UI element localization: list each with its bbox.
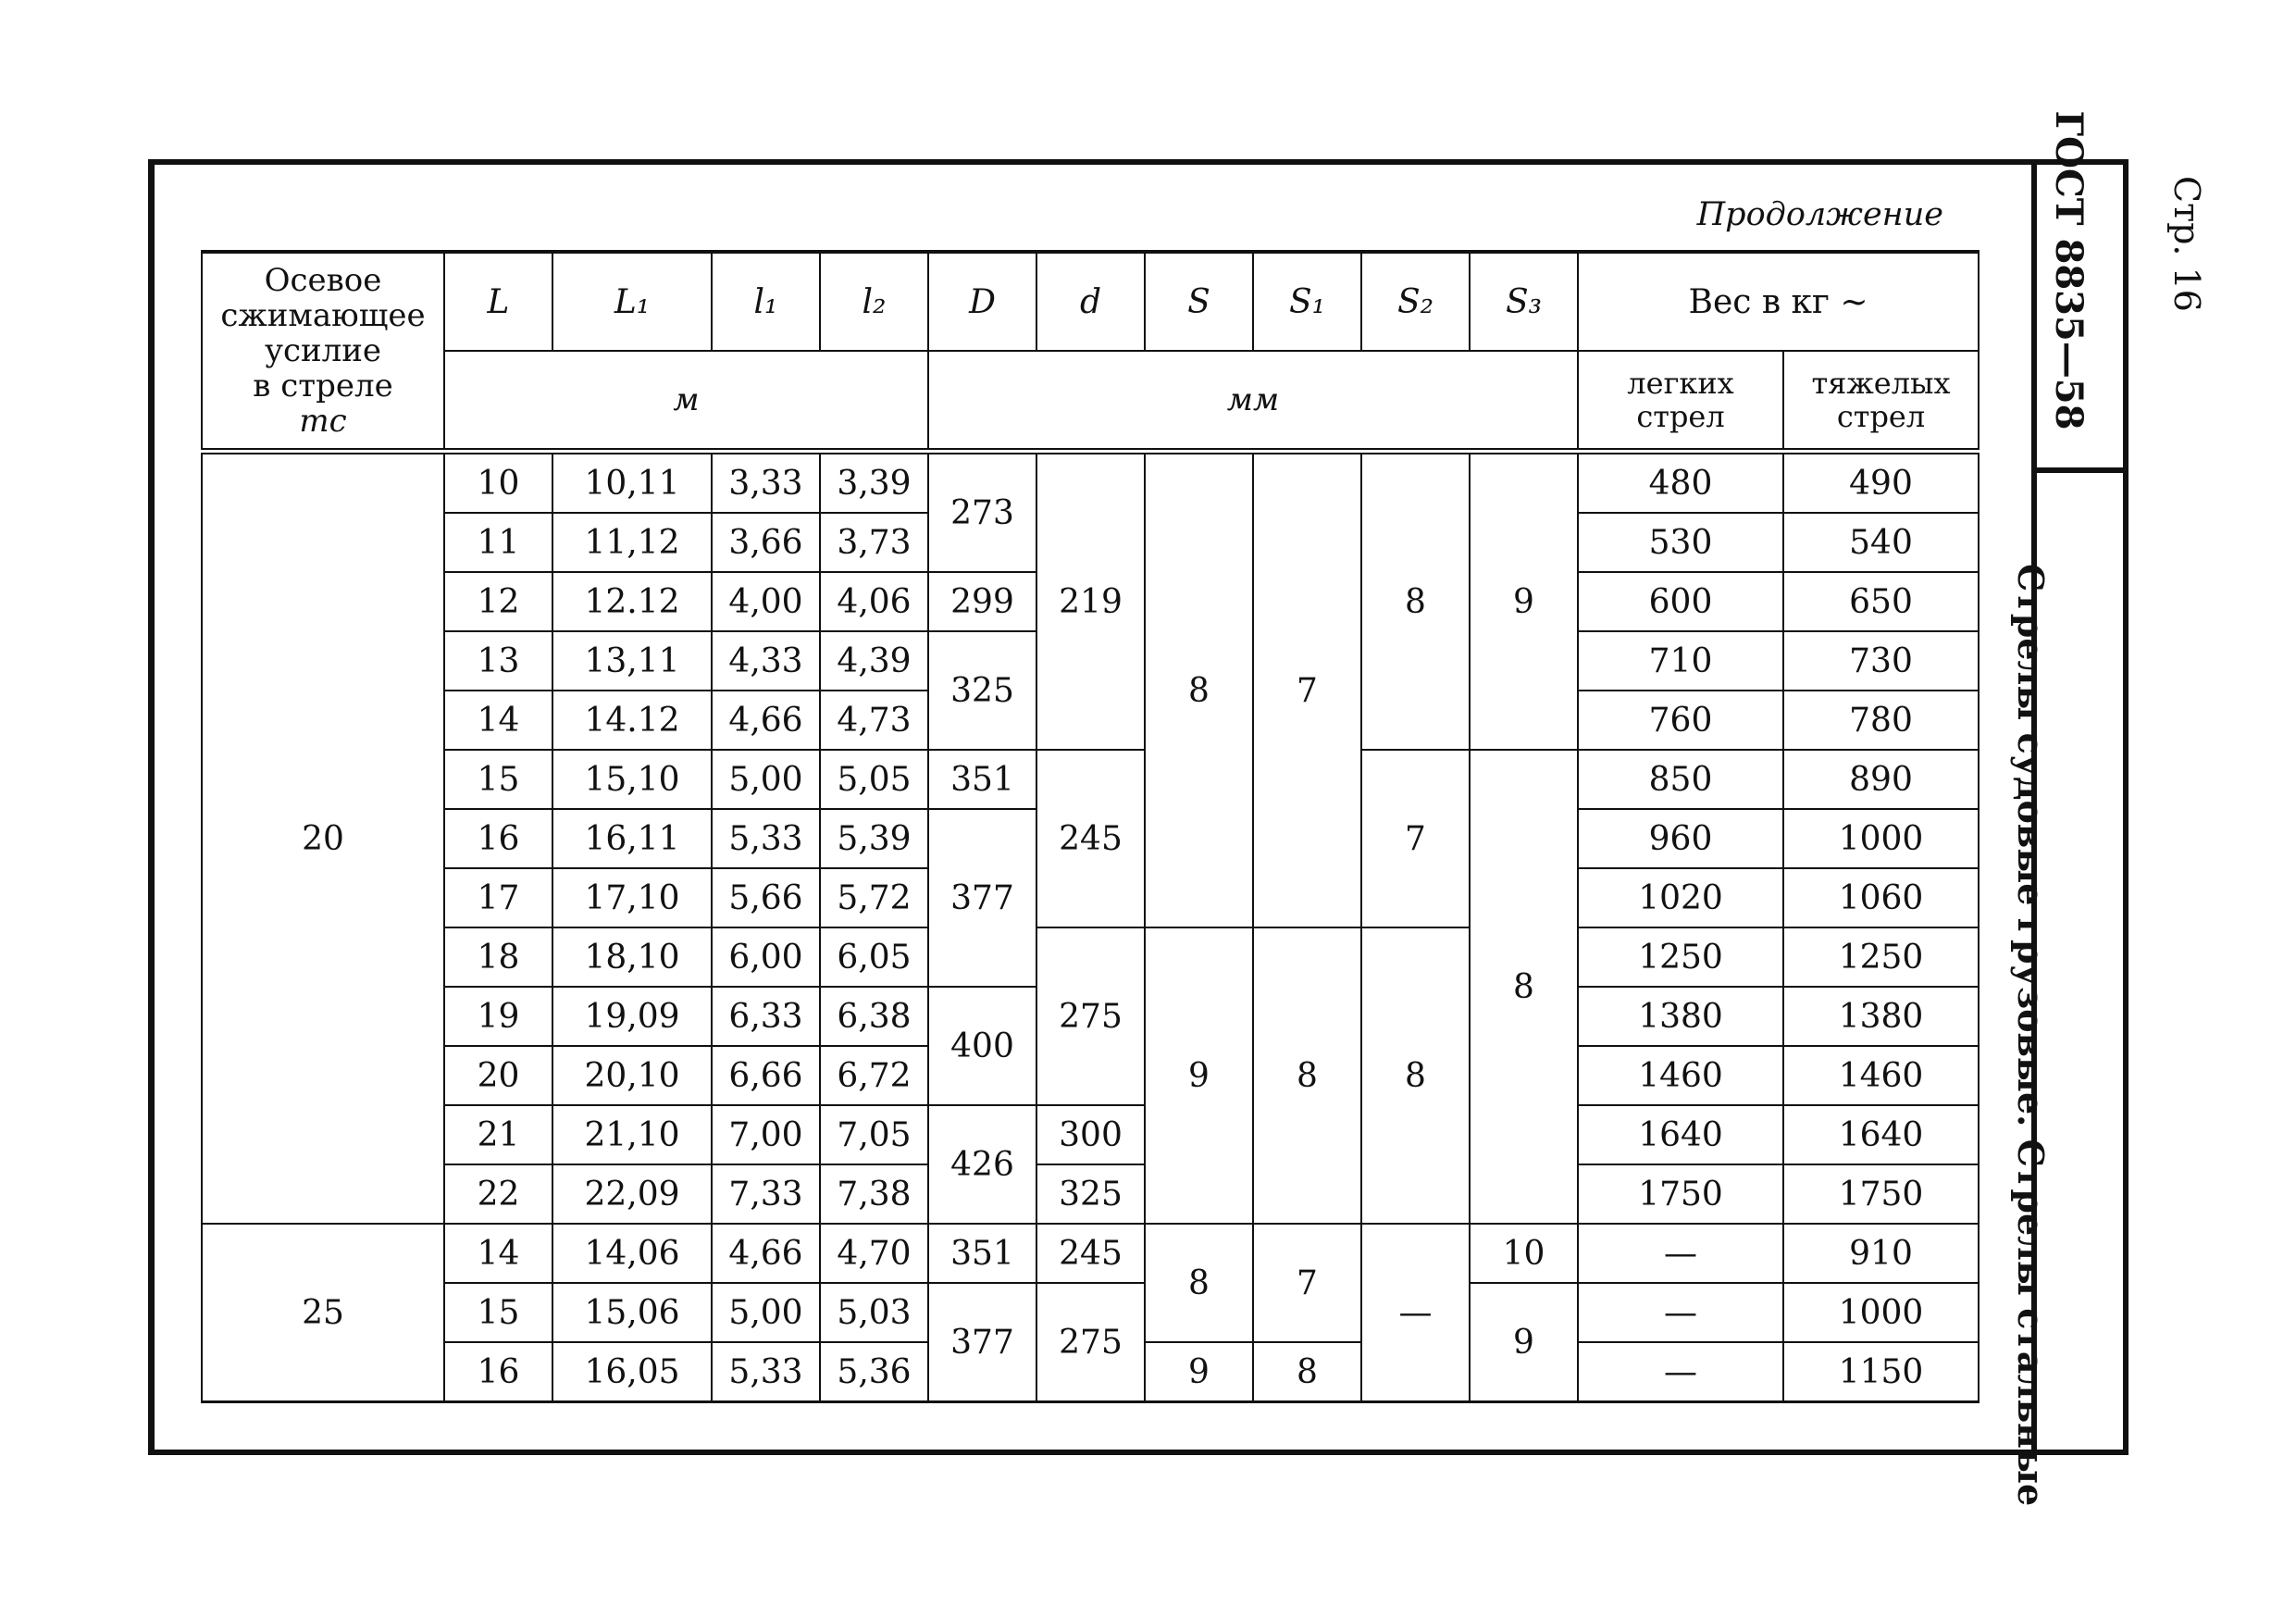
header-d: d — [1036, 252, 1145, 351]
cell-l2: 6,38 — [820, 987, 928, 1046]
cell-heavy: 910 — [1783, 1224, 1979, 1283]
cell-l1: 7,33 — [712, 1164, 820, 1224]
cell-S3: 9 — [1470, 452, 1578, 751]
cell-L1: 15,10 — [552, 750, 712, 809]
cell-L1: 10,11 — [552, 452, 712, 514]
cell-heavy: 650 — [1783, 572, 1979, 631]
cell-heavy: 730 — [1783, 631, 1979, 691]
cell-D: 400 — [928, 987, 1036, 1105]
cell-force: 25 — [202, 1224, 444, 1402]
cell-l1: 3,66 — [712, 513, 820, 572]
header-D: D — [928, 252, 1036, 351]
cell-heavy: 1460 — [1783, 1046, 1979, 1105]
page-number: Стр. 16 — [2166, 176, 2207, 312]
cell-heavy: 1150 — [1783, 1342, 1979, 1402]
cell-L1: 19,09 — [552, 987, 712, 1046]
cell-l2: 4,73 — [820, 691, 928, 750]
continuation-label: Продолжение — [1696, 196, 1943, 233]
cell-light: 710 — [1578, 631, 1783, 691]
cell-l2: 4,70 — [820, 1224, 928, 1283]
cell-D: 351 — [928, 1224, 1036, 1283]
cell-light: 600 — [1578, 572, 1783, 631]
cell-heavy: 1060 — [1783, 868, 1979, 927]
cell-S3: 8 — [1470, 750, 1578, 1224]
cell-l1: 5,00 — [712, 750, 820, 809]
cell-light: 1640 — [1578, 1105, 1783, 1164]
cell-l2: 5,36 — [820, 1342, 928, 1402]
cell-S2: — — [1361, 1224, 1470, 1402]
cell-light: 1250 — [1578, 927, 1783, 987]
cell-light: 1460 — [1578, 1046, 1783, 1105]
cell-S1: 8 — [1253, 927, 1361, 1224]
cell-force: 20 — [202, 452, 444, 1225]
cell-l2: 5,05 — [820, 750, 928, 809]
cell-l1: 4,33 — [712, 631, 820, 691]
header-L: L — [444, 252, 552, 351]
cell-L: 16 — [444, 809, 552, 868]
header-heavy-booms — [1783, 351, 1979, 452]
cell-S: 8 — [1145, 1224, 1253, 1342]
cell-L1: 20,10 — [552, 1046, 712, 1105]
cell-L: 20 — [444, 1046, 552, 1105]
table-row — [202, 1283, 1979, 1342]
cell-l2: 7,05 — [820, 1105, 928, 1164]
cell-L: 16 — [444, 1342, 552, 1402]
cell-L1: 13,11 — [552, 631, 712, 691]
cell-l1: 5,33 — [712, 809, 820, 868]
specification-table — [201, 250, 1980, 1403]
cell-d: 245 — [1036, 1224, 1145, 1283]
cell-L1: 14,06 — [552, 1224, 712, 1283]
cell-light: 1380 — [1578, 987, 1783, 1046]
cell-D: 299 — [928, 572, 1036, 631]
cell-l1: 6,00 — [712, 927, 820, 987]
cell-L: 10 — [444, 452, 552, 514]
header-axial-unit: тс — [299, 403, 347, 440]
cell-L1: 12.12 — [552, 572, 712, 631]
cell-heavy: 1000 — [1783, 1283, 1979, 1342]
cell-light: — — [1578, 1342, 1783, 1402]
cell-l1: 5,66 — [712, 868, 820, 927]
cell-S: 8 — [1145, 452, 1253, 928]
cell-l1: 7,00 — [712, 1105, 820, 1164]
header-light-booms — [1578, 351, 1783, 452]
header-heavy-line: стрел — [1836, 399, 1926, 434]
cell-D: 377 — [928, 1283, 1036, 1402]
header-weight: Вес в кг ~ — [1578, 252, 1979, 351]
cell-l2: 5,39 — [820, 809, 928, 868]
cell-L: 15 — [444, 750, 552, 809]
header-unit-m: м — [444, 351, 928, 452]
cell-l1: 6,66 — [712, 1046, 820, 1105]
cell-heavy: 1750 — [1783, 1164, 1979, 1224]
header-l2: l₂ — [820, 252, 928, 351]
header-axial-line: в стреле — [253, 367, 393, 404]
table-row — [202, 452, 1979, 514]
cell-S2: 8 — [1361, 452, 1470, 751]
cell-S3: 10 — [1470, 1224, 1578, 1283]
cell-light: — — [1578, 1224, 1783, 1283]
cell-l1: 4,66 — [712, 691, 820, 750]
cell-L: 11 — [444, 513, 552, 572]
cell-heavy: 1640 — [1783, 1105, 1979, 1164]
cell-l2: 7,38 — [820, 1164, 928, 1224]
cell-heavy: 780 — [1783, 691, 1979, 750]
cell-heavy: 540 — [1783, 513, 1979, 572]
cell-heavy: 490 — [1783, 452, 1979, 514]
header-L1: L₁ — [552, 252, 712, 351]
cell-d: 325 — [1036, 1164, 1145, 1224]
standard-code: ГОСТ 8835—58 — [2047, 110, 2091, 430]
cell-l1: 4,00 — [712, 572, 820, 631]
table-row — [202, 1164, 1979, 1224]
cell-L: 14 — [444, 1224, 552, 1283]
cell-L: 17 — [444, 868, 552, 927]
cell-d: 245 — [1036, 750, 1145, 927]
cell-heavy: 1000 — [1783, 809, 1979, 868]
cell-L1: 11,12 — [552, 513, 712, 572]
cell-L: 18 — [444, 927, 552, 987]
cell-l1: 6,33 — [712, 987, 820, 1046]
cell-light: 850 — [1578, 750, 1783, 809]
cell-l1: 5,00 — [712, 1283, 820, 1342]
cell-l2: 6,72 — [820, 1046, 928, 1105]
table-row — [202, 1224, 1979, 1283]
cell-L: 21 — [444, 1105, 552, 1164]
header-row-symbols — [202, 252, 1979, 351]
cell-L1: 16,05 — [552, 1342, 712, 1402]
cell-L: 13 — [444, 631, 552, 691]
side-divider — [2031, 467, 2128, 473]
header-light-line: легких — [1627, 366, 1734, 401]
cell-light: 1020 — [1578, 868, 1783, 927]
cell-light: 530 — [1578, 513, 1783, 572]
header-S3: S₃ — [1470, 252, 1578, 351]
cell-light: 760 — [1578, 691, 1783, 750]
cell-S2: 7 — [1361, 750, 1470, 927]
cell-L: 22 — [444, 1164, 552, 1224]
document-title: Стрелы судовые грузовые. Стрелы стальные — [2010, 564, 2052, 1507]
cell-S: 9 — [1145, 1342, 1253, 1402]
cell-S1: 7 — [1253, 1224, 1361, 1342]
cell-S3: 9 — [1470, 1283, 1578, 1402]
cell-light: 960 — [1578, 809, 1783, 868]
cell-S1: 8 — [1253, 1342, 1361, 1402]
cell-heavy: 1380 — [1783, 987, 1979, 1046]
cell-light: 480 — [1578, 452, 1783, 514]
cell-l2: 3,39 — [820, 452, 928, 514]
table-row — [202, 750, 1979, 809]
cell-light: 1750 — [1578, 1164, 1783, 1224]
cell-light: — — [1578, 1283, 1783, 1342]
cell-S2: 8 — [1361, 927, 1470, 1224]
cell-d: 275 — [1036, 927, 1145, 1105]
header-axial-force — [202, 252, 444, 452]
cell-l2: 4,06 — [820, 572, 928, 631]
cell-l2: 5,72 — [820, 868, 928, 927]
cell-d: 300 — [1036, 1105, 1145, 1164]
cell-d: 219 — [1036, 452, 1145, 751]
cell-heavy: 890 — [1783, 750, 1979, 809]
cell-L: 12 — [444, 572, 552, 631]
cell-l1: 5,33 — [712, 1342, 820, 1402]
cell-l2: 4,39 — [820, 631, 928, 691]
cell-l1: 3,33 — [712, 452, 820, 514]
cell-L1: 15,06 — [552, 1283, 712, 1342]
header-axial-line: сжимающее — [220, 297, 426, 334]
cell-heavy: 1250 — [1783, 927, 1979, 987]
cell-l1: 4,66 — [712, 1224, 820, 1283]
header-S2: S₂ — [1361, 252, 1470, 351]
cell-D: 377 — [928, 809, 1036, 987]
cell-D: 273 — [928, 452, 1036, 573]
cell-S: 9 — [1145, 927, 1253, 1224]
cell-L: 15 — [444, 1283, 552, 1342]
cell-D: 426 — [928, 1105, 1036, 1224]
cell-L1: 16,11 — [552, 809, 712, 868]
header-axial-line: усилие — [264, 332, 382, 369]
header-light-line: стрел — [1636, 399, 1725, 434]
cell-d: 275 — [1036, 1283, 1145, 1402]
cell-L1: 21,10 — [552, 1105, 712, 1164]
cell-D: 325 — [928, 631, 1036, 750]
cell-S1: 7 — [1253, 452, 1361, 928]
table-row — [202, 927, 1979, 987]
cell-L1: 14.12 — [552, 691, 712, 750]
cell-L1: 17,10 — [552, 868, 712, 927]
header-row-units — [202, 351, 1979, 452]
header-heavy-line: тяжелых — [1811, 366, 1951, 401]
header-S1: S₁ — [1253, 252, 1361, 351]
cell-l2: 3,73 — [820, 513, 928, 572]
cell-D: 351 — [928, 750, 1036, 809]
header-l1: l₁ — [712, 252, 820, 351]
header-S: S — [1145, 252, 1253, 351]
table-row — [202, 1105, 1979, 1164]
cell-L1: 18,10 — [552, 927, 712, 987]
header-unit-mm: мм — [928, 351, 1578, 452]
cell-L: 19 — [444, 987, 552, 1046]
cell-l2: 5,03 — [820, 1283, 928, 1342]
cell-L1: 22,09 — [552, 1164, 712, 1224]
header-axial-line: Осевое — [264, 262, 382, 299]
cell-L: 14 — [444, 691, 552, 750]
cell-l2: 6,05 — [820, 927, 928, 987]
